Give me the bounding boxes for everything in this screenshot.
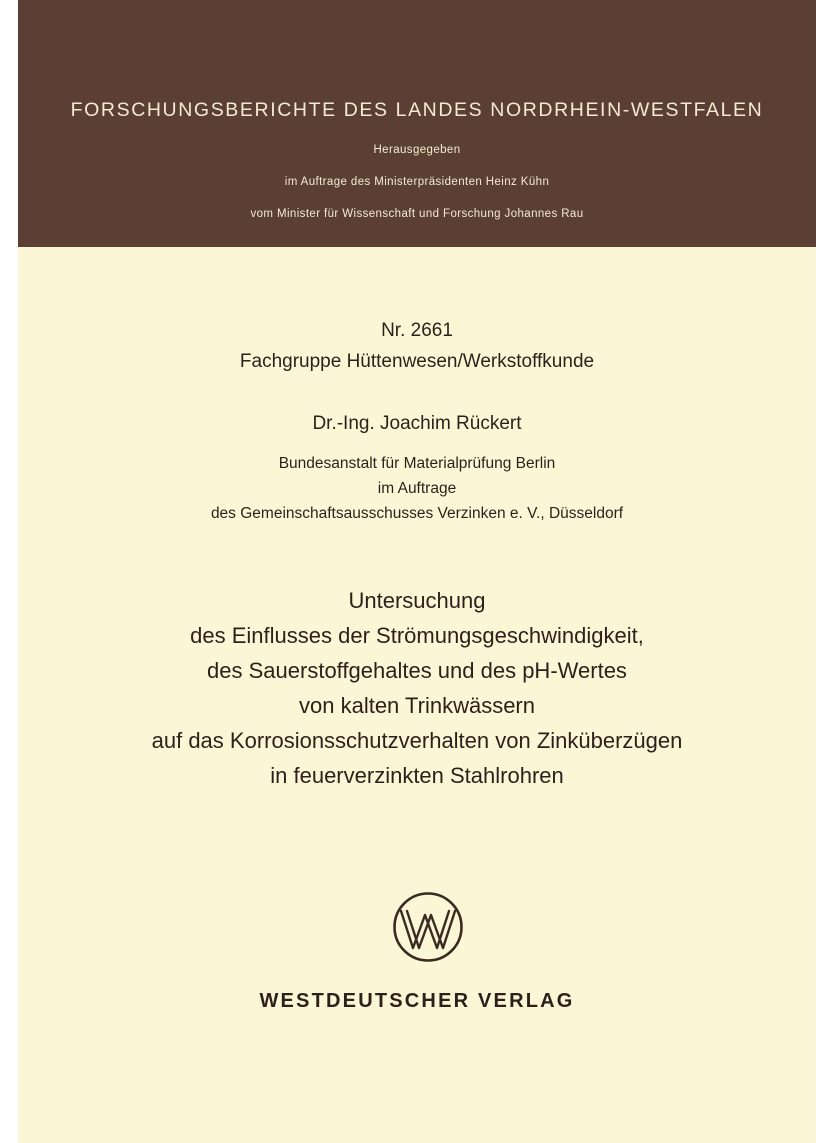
title-line: in feuerverzinkten Stahlrohren (270, 763, 564, 788)
editor-line: vom Minister für Wissenschaft und Forschung Johannes Rau (250, 208, 584, 220)
publisher-name: WESTDEUTSCHER VERLAG (259, 990, 575, 1012)
publisher-logo-icon (392, 891, 464, 963)
report-group: Fachgruppe Hüttenwesen/Werkstoffkunde (239, 351, 595, 372)
institution-line: Bundesanstalt für Materialprüfung Berlin (278, 455, 556, 472)
series-banner (18, 0, 816, 247)
title-line: des Einflusses der Strömungsgeschwindigkeit, (190, 623, 644, 648)
report-number: Nr. 2661 (381, 320, 453, 341)
institution-line: im Auftrage (377, 480, 457, 497)
editor-line: im Auftrage des Ministerpräsidenten Heinz Kühn (284, 176, 550, 188)
institution-line: des Gemeinschaftsausschusses Verzinken e. V., Düsseldorf (210, 505, 624, 522)
title-line: auf das Korrosionsschutzverhalten von Zinküberzügen (151, 728, 683, 753)
series-title: FORSCHUNGSBERICHTE DES LANDES NORDRHEIN-WESTFALEN (70, 99, 764, 121)
book-cover (18, 0, 816, 1143)
title-line: von kalten Trinkwässern (299, 693, 535, 718)
title-line: des Sauerstoffgehaltes und des pH-Wertes (207, 658, 627, 683)
author-name: Dr.-Ing. Joachim Rückert (312, 413, 522, 434)
title-line: Untersuchung (348, 588, 486, 613)
editor-line: Herausgegeben (373, 144, 461, 156)
